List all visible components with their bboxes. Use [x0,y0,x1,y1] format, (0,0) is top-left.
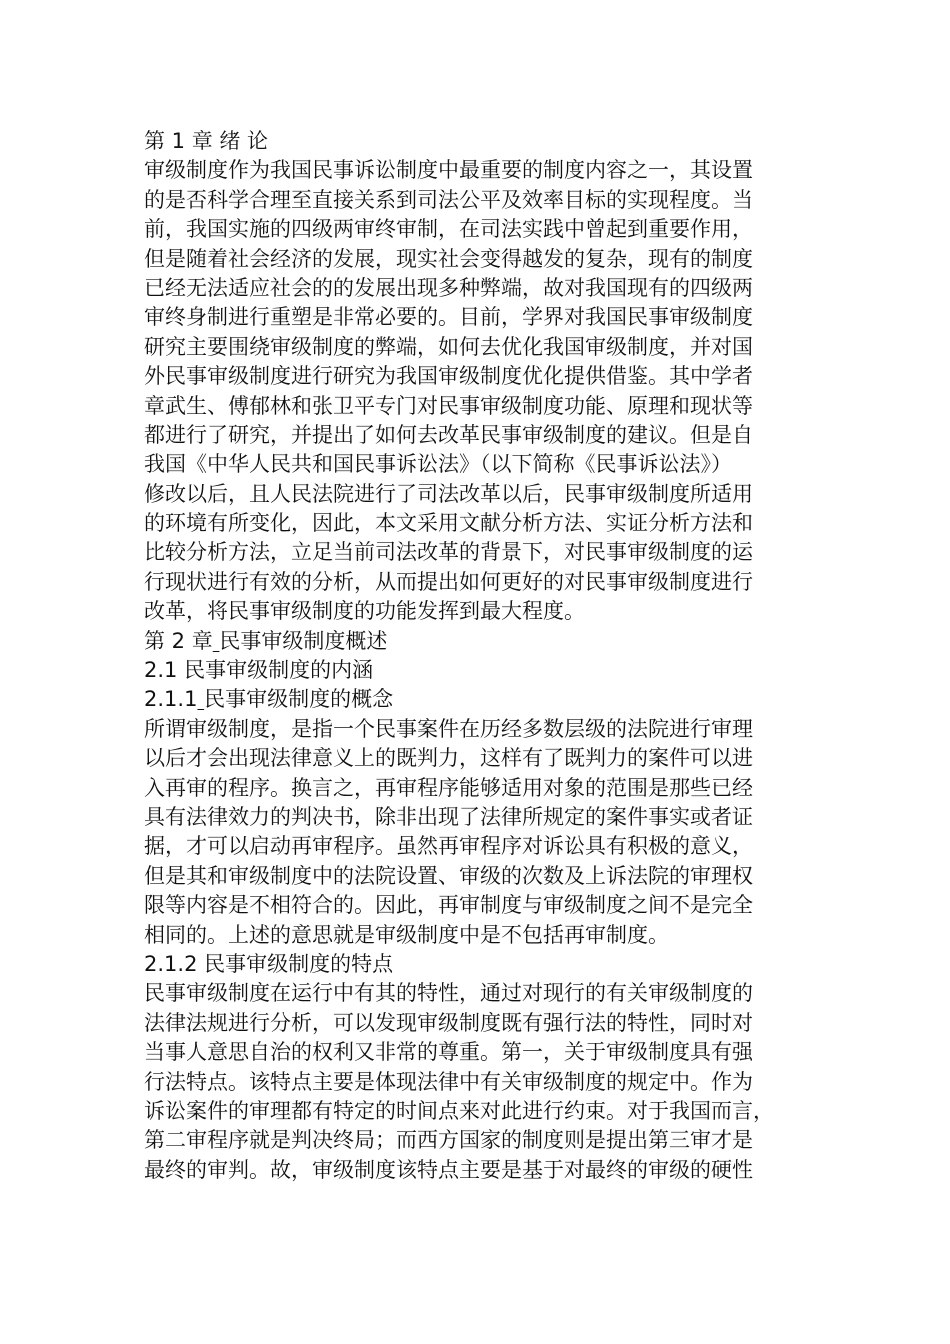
paragraph-line: 据，才可以启动再审程序。虽然再审程序对诉讼具有积极的意义， [144,834,753,859]
chapter-2-title: 民事审级制度概述 [219,628,388,653]
paragraph-line: 改革，将民事审级制度的功能发挥到最大程度。 [144,599,585,624]
paragraph-line: 行现状进行有效的分析，从而提出如何更好的对民事审级制度进行 [144,569,753,594]
chapter-1-heading: 第 1 章 绪 论 [144,129,269,153]
paragraph-line: 都进行了研究，并提出了如何去改革民事审级制度的建议。但是自 [144,422,753,447]
paragraph-line: 我国《中华人民共和国民事诉讼法》（以下简称《民事诉讼法》） [144,452,732,477]
section-2-1-1-number: 2.1.1 [144,687,198,712]
chapter-1-paragraph [144,156,804,626]
paragraph-line: 限等内容是不相符合的。因此，再审制度与审级制度之间不是完全 [144,893,753,918]
paragraph-line: 入再审的程序。换言之，再审程序能够适用对象的范围是那些已经 [144,775,753,800]
section-2-1-2-paragraph [144,979,804,1185]
paragraph-line: 最终的审判。故，审级制度该特点主要是基于对最终的审级的硬性 [144,1157,753,1182]
paragraph-line: 民事审级制度在运行中有其的特性，通过对现行的有关审级制度的 [144,981,753,1006]
section-2-1-heading: 2.1 民事审级制度的内涵 [144,658,374,683]
paragraph-line: 但是其和审级制度中的法院设置、审级的次数及上诉法院的审理权 [144,863,753,888]
section-2-1-1-paragraph [144,715,804,950]
paragraph-line: 前，我国实施的四级两审终审制，在司法实践中曾起到重要作用， [144,217,753,242]
paragraph-line: 审终身制进行重塑是非常必要的。目前，学界对我国民事审级制度 [144,305,753,330]
paragraph-line: 但是随着社会经济的发展，现实社会变得越发的复杂，现有的制度 [144,246,753,271]
section-2-1-1-heading [144,685,804,714]
paragraph-line: 行法特点。该特点主要是体现法律中有关审级制度的规定中。作为 [144,1069,753,1094]
paragraph-line: 章武生、傅郁林和张卫平专门对民事审级制度功能、原理和现状等 [144,393,753,418]
paragraph-line: 所谓审级制度，是指一个民事案件在历经多数层级的法院进行审理 [144,716,753,741]
paragraph-line: 以后才会出现法律意义上的既判力，这样有了既判力的案件可以进 [144,746,753,771]
section-2-1-2-heading: 2.1.2 民事审级制度的特点 [144,951,394,976]
paragraph-line: 研究主要围绕审级制度的弊端，如何去优化我国审级制度，并对国 [144,334,753,359]
chapter-2-heading [144,627,804,656]
paragraph-line: 比较分析方法，立足当前司法改革的背景下，对民事审级制度的运 [144,540,753,565]
paragraph-line: 第二审程序就是判决终局；而西方国家的制度则是提出第三审才是 [144,1128,753,1153]
paragraph-line: 外民事审级制度进行研究为我国审级制度优化提供借鉴。其中学者 [144,364,753,389]
paragraph-line: 的是否科学合理至直接关系到司法公平及效率目标的实现程度。当 [144,187,753,212]
paragraph-line: 已经无法适应社会的的发展出现多种弊端，故对我国现有的四级两 [144,275,753,300]
paragraph-line: 诉讼案件的审理都有特定的时间点来对此进行约束。对于我国而言， [144,1098,774,1123]
section-2-1-1-title: 民事审级制度的概念 [204,687,394,712]
paragraph-line: 修改以后，且人民法院进行了司法改革以后，民事审级制度所适用 [144,481,753,506]
document-page [144,127,804,1185]
paragraph-line: 当事人意思自治的权利又非常的尊重。第一，关于审级制度具有强 [144,1040,753,1065]
paragraph-line: 审级制度作为我国民事诉讼制度中最重要的制度内容之一，其设置 [144,158,753,183]
paragraph-line: 法律法规进行分析，可以发现审级制度既有强行法的特性，同时对 [144,1010,753,1035]
chapter-2-number: 第 2 章 [144,628,213,653]
paragraph-line: 相同的。上述的意思就是审级制度中是不包括再审制度。 [144,922,669,947]
paragraph-line: 的环境有所变化，因此，本文采用文献分析方法、实证分析方法和 [144,511,753,536]
paragraph-line: 具有法律效力的判决书，除非出现了法律所规定的案件事实或者证 [144,804,753,829]
